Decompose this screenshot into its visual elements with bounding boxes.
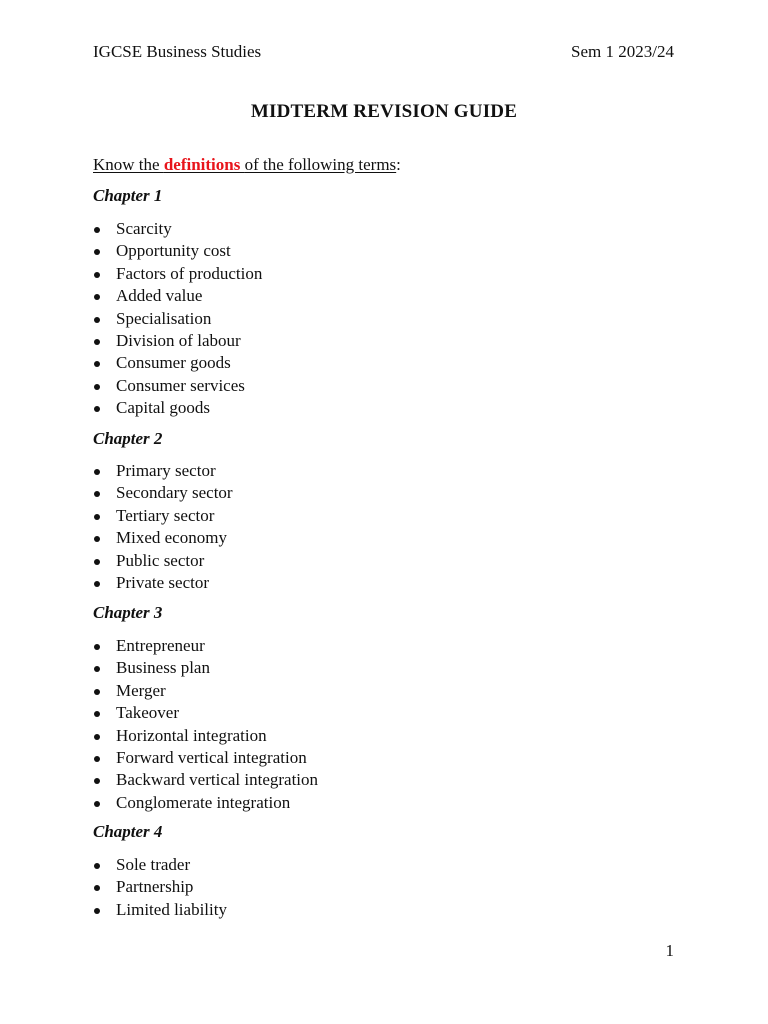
list-item [93, 702, 318, 724]
term-text: Specialisation [116, 308, 212, 328]
term-text: Tertiary sector [116, 505, 215, 525]
bullet-icon [94, 384, 100, 390]
list-item [93, 352, 262, 374]
term-text: Added value [116, 286, 203, 306]
instruction-colon: : [396, 155, 401, 174]
chapter-heading: Chapter 4 [93, 822, 163, 841]
list-item [93, 550, 233, 572]
term-text: Conglomerate integration [116, 792, 291, 812]
chapter-heading: Chapter 1 [93, 186, 163, 205]
list-item [93, 505, 233, 527]
bullet-icon [94, 908, 100, 914]
term-text: Private sector [116, 572, 209, 592]
list-item [93, 285, 262, 307]
list-item [93, 769, 318, 791]
instruction-line [93, 155, 401, 175]
term-text: Business plan [116, 658, 210, 678]
list-item [93, 899, 227, 921]
bullet-icon [94, 711, 100, 717]
term-text: Forward vertical integration [116, 747, 307, 767]
term-list [93, 635, 318, 814]
term-text: Public sector [116, 550, 205, 570]
term-list [93, 460, 233, 594]
term-text: Division of labour [116, 330, 241, 350]
chapter-heading: Chapter 2 [93, 429, 163, 448]
instruction-emphasis: definitions [163, 155, 245, 174]
term-text: Opportunity cost [116, 241, 231, 261]
term-text: Scarcity [116, 219, 172, 238]
bullet-icon [94, 801, 100, 807]
list-item [93, 572, 233, 594]
chapter-heading: Chapter 3 [93, 603, 163, 622]
bullet-icon [94, 689, 100, 695]
list-item [93, 657, 318, 679]
bullet-icon [94, 294, 100, 300]
header-course-title: IGCSE Business Studies [93, 42, 262, 61]
list-item [93, 308, 262, 330]
term-text: Capital goods [116, 398, 210, 418]
term-text: Entrepreneur [116, 636, 205, 655]
bullet-icon [94, 559, 100, 565]
term-text: Mixed economy [116, 528, 227, 548]
list-item [93, 792, 318, 814]
term-text: Backward vertical integration [116, 770, 319, 790]
bullet-icon [94, 491, 100, 497]
list-item [93, 635, 318, 657]
term-list [93, 854, 227, 921]
bullet-icon [94, 778, 100, 784]
bullet-icon [94, 272, 100, 278]
bullet-icon [94, 469, 100, 475]
term-text: Limited liability [116, 899, 227, 919]
bullet-icon [94, 666, 100, 672]
term-text: Takeover [116, 703, 179, 723]
list-item [93, 725, 318, 747]
term-list [93, 218, 262, 420]
bullet-icon [94, 317, 100, 323]
bullet-icon [94, 536, 100, 542]
bullet-icon [94, 249, 100, 255]
bullet-icon [94, 734, 100, 740]
term-text: Factors of production [116, 263, 263, 283]
list-item [93, 482, 233, 504]
term-text: Merger [116, 680, 166, 700]
list-item [93, 854, 227, 876]
instruction-suffix: of the following terms [244, 155, 397, 174]
list-item [93, 330, 262, 352]
term-text: Consumer services [116, 375, 245, 395]
bullet-icon [94, 514, 100, 520]
list-item [93, 680, 318, 702]
list-item [93, 375, 262, 397]
header-semester: Sem 1 2023/24 [571, 42, 674, 61]
instruction-prefix: Know the [93, 155, 164, 174]
term-text: Primary sector [116, 461, 216, 480]
list-item [93, 397, 262, 419]
list-item [93, 218, 262, 240]
bullet-icon [94, 406, 100, 412]
document-title: MIDTERM REVISION GUIDE [250, 101, 518, 122]
bullet-icon [94, 227, 100, 233]
bullet-icon [94, 339, 100, 345]
term-text: Sole trader [116, 855, 191, 874]
list-item [93, 460, 233, 482]
list-item [93, 263, 262, 285]
bullet-icon [94, 885, 100, 891]
term-text: Partnership [116, 877, 194, 897]
list-item [93, 240, 262, 262]
list-item [93, 876, 227, 898]
bullet-icon [94, 644, 100, 650]
bullet-icon [94, 361, 100, 367]
list-item [93, 747, 318, 769]
bullet-icon [94, 756, 100, 762]
term-text: Secondary sector [116, 483, 233, 503]
list-item [93, 527, 233, 549]
instruction-underlined [93, 155, 396, 174]
term-text: Horizontal integration [116, 725, 267, 745]
bullet-icon [94, 863, 100, 869]
bullet-icon [94, 581, 100, 587]
page-number: 1 [665, 941, 674, 960]
term-text: Consumer goods [116, 353, 231, 373]
